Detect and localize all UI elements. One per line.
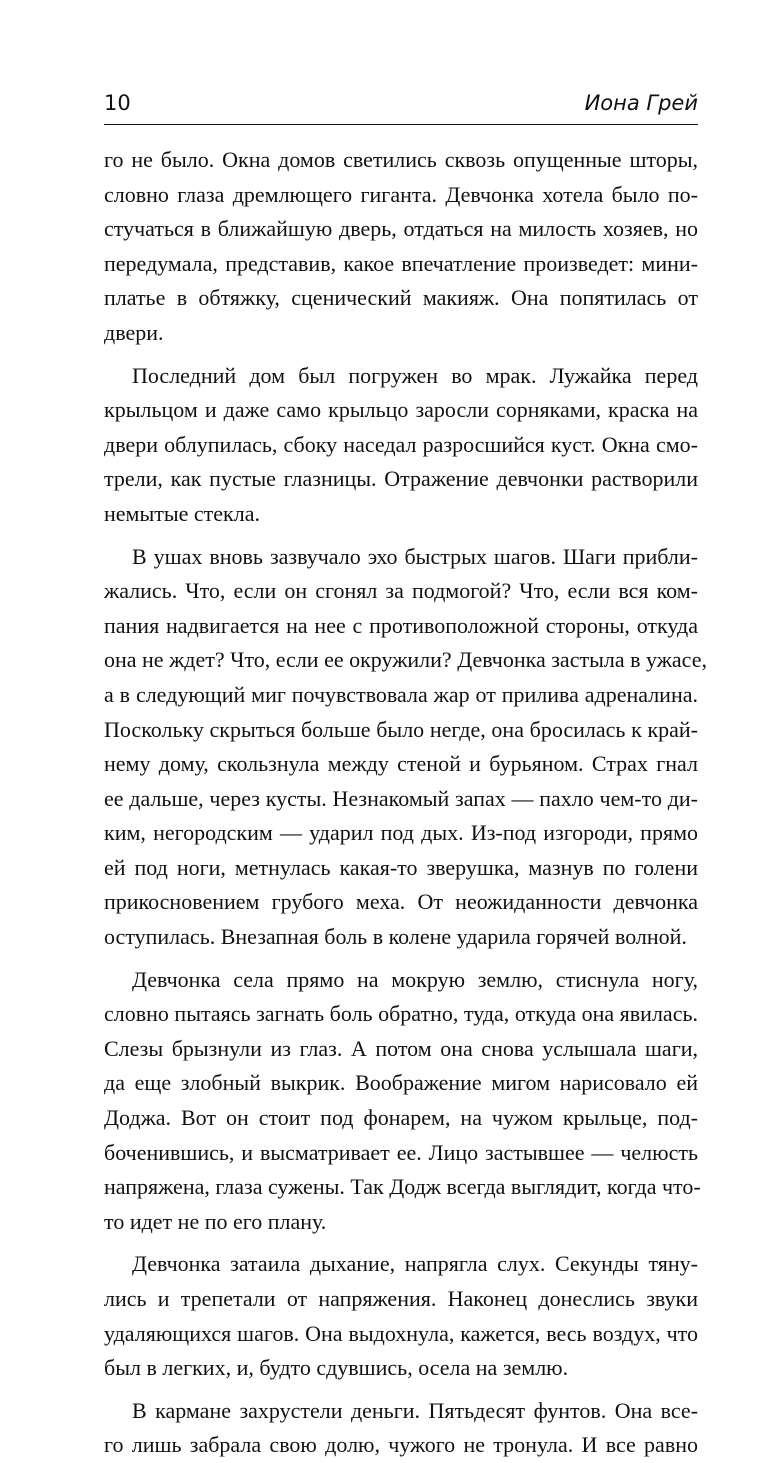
text-line: ей под ноги, метнулась какая-то зверушка, мазнув по голени [104,854,698,880]
text-line: нему дому, скользнула между стеной и бурьяном. Страх гнал [104,751,698,777]
paragraph [104,540,707,955]
text-line: она не ждет? Что, если ее окружили? Девчонка застыла в ужасе, [104,647,707,673]
paragraph-gap [104,532,698,540]
running-header [104,88,698,118]
text-line: словно глаза дремлющего гиганта. Девчонка хотела было по- [104,181,698,207]
paragraph-gap [104,351,698,359]
text-line: ким, негородским — ударил под дых. Из-под изгороди, прямо [104,820,698,846]
text-line: двери облупилась, сбоку наседал разросшийся куст. Окна смо- [104,431,698,457]
text-line: Доджа. Вот он стоит под фонарем, на чужом крыльце, под- [104,1105,698,1131]
text-line: удаляющихся шагов. Она выдохнула, кажется, весь воздух, что [104,1320,698,1346]
text-line: да еще злобный выкрик. Воображение мигом нарисовало ей [104,1070,698,1096]
text-line: В ушах вновь зазвучало эхо быстрых шагов. Шаги прибли- [132,543,698,569]
text-line: жались. Что, если он сгонял за подмогой? Что, если вся ком- [104,578,698,604]
text-line: словно пытаясь загнать боль обратно, туда, откуда она явилась. [104,1001,698,1027]
paragraph-gap [104,955,698,963]
running-head-author: Иона Грей [584,91,698,115]
paragraph [104,143,698,351]
text-line: двери. [104,319,164,345]
text-line: пания надвигается на нее с противоположной стороны, откуда [104,612,698,638]
text-line: Слезы брызнули из глаз. А потом она снова услышала шаги, [104,1035,698,1061]
text-line: немытые стекла. [104,500,260,526]
text-line: трели, как пустые глазницы. Отражение девчонки растворили [104,466,698,492]
text-line: лись и трепетали от напряжения. Наконец донеслись звуки [104,1286,698,1311]
text-line: напряжена, глаза сужены. Так Додж всегда выглядит, когда что- [104,1174,701,1200]
paragraph-gap [104,1386,698,1394]
text-line: Девчонка села прямо на мокрую землю, стиснула ногу, [132,966,698,992]
paragraph [104,359,698,532]
text-line: прикосновением грубого меха. От неожиданности девчонка [104,889,698,915]
text-line: оступилась. Внезапная боль в колене ударила горячей волной. [104,924,687,950]
paragraph [104,963,701,1240]
text-line: боченившись, и высматривает ее. Лицо застывшее — челюсть [104,1139,698,1165]
text-line: платье в обтяжку, сценический макияж. Она попятилась от [104,285,698,311]
text-line: крыльцом и даже само крыльцо заросли сорняками, краска на [104,397,698,423]
text-line: стучаться в ближайшую дверь, отдаться на милость хозяев, но [104,216,698,242]
text-line: В кармане захрустели деньги. Пятьдесят фунтов. Она все- [132,1397,698,1423]
text-line: Последний дом был погружен во мрак. Лужайка перед [132,362,698,388]
page-number: 10 [104,91,131,115]
text-line: передумала, представив, какое впечатление произведет: мини- [104,250,698,276]
text-line: го не было. Окна домов светились сквозь опущенные шторы, [104,147,698,172]
text-line: го лишь забрала свою долю, чужого не тронула. И все равно [104,1432,698,1458]
text-line: то идет не по его плану. [104,1208,327,1234]
text-line: Девчонка затаила дыхание, напрягла слух. Секунды тяну- [132,1251,698,1277]
header-rule [104,124,698,125]
paragraph-gap [104,1239,698,1247]
paragraph [104,1247,698,1385]
text-line: Поскольку скрыться больше было негде, она бросилась к край- [104,716,698,742]
text-line: а в следующий миг почувствовала жар от прилива адреналина. [104,681,698,707]
text-line: ее дальше, через кусты. Незнакомый запах — пахло чем-то ди- [104,785,698,811]
body-text [104,143,707,1463]
paragraph [104,1394,698,1463]
text-line: был в легких, и, будто сдувшись, осела на землю. [104,1355,569,1381]
